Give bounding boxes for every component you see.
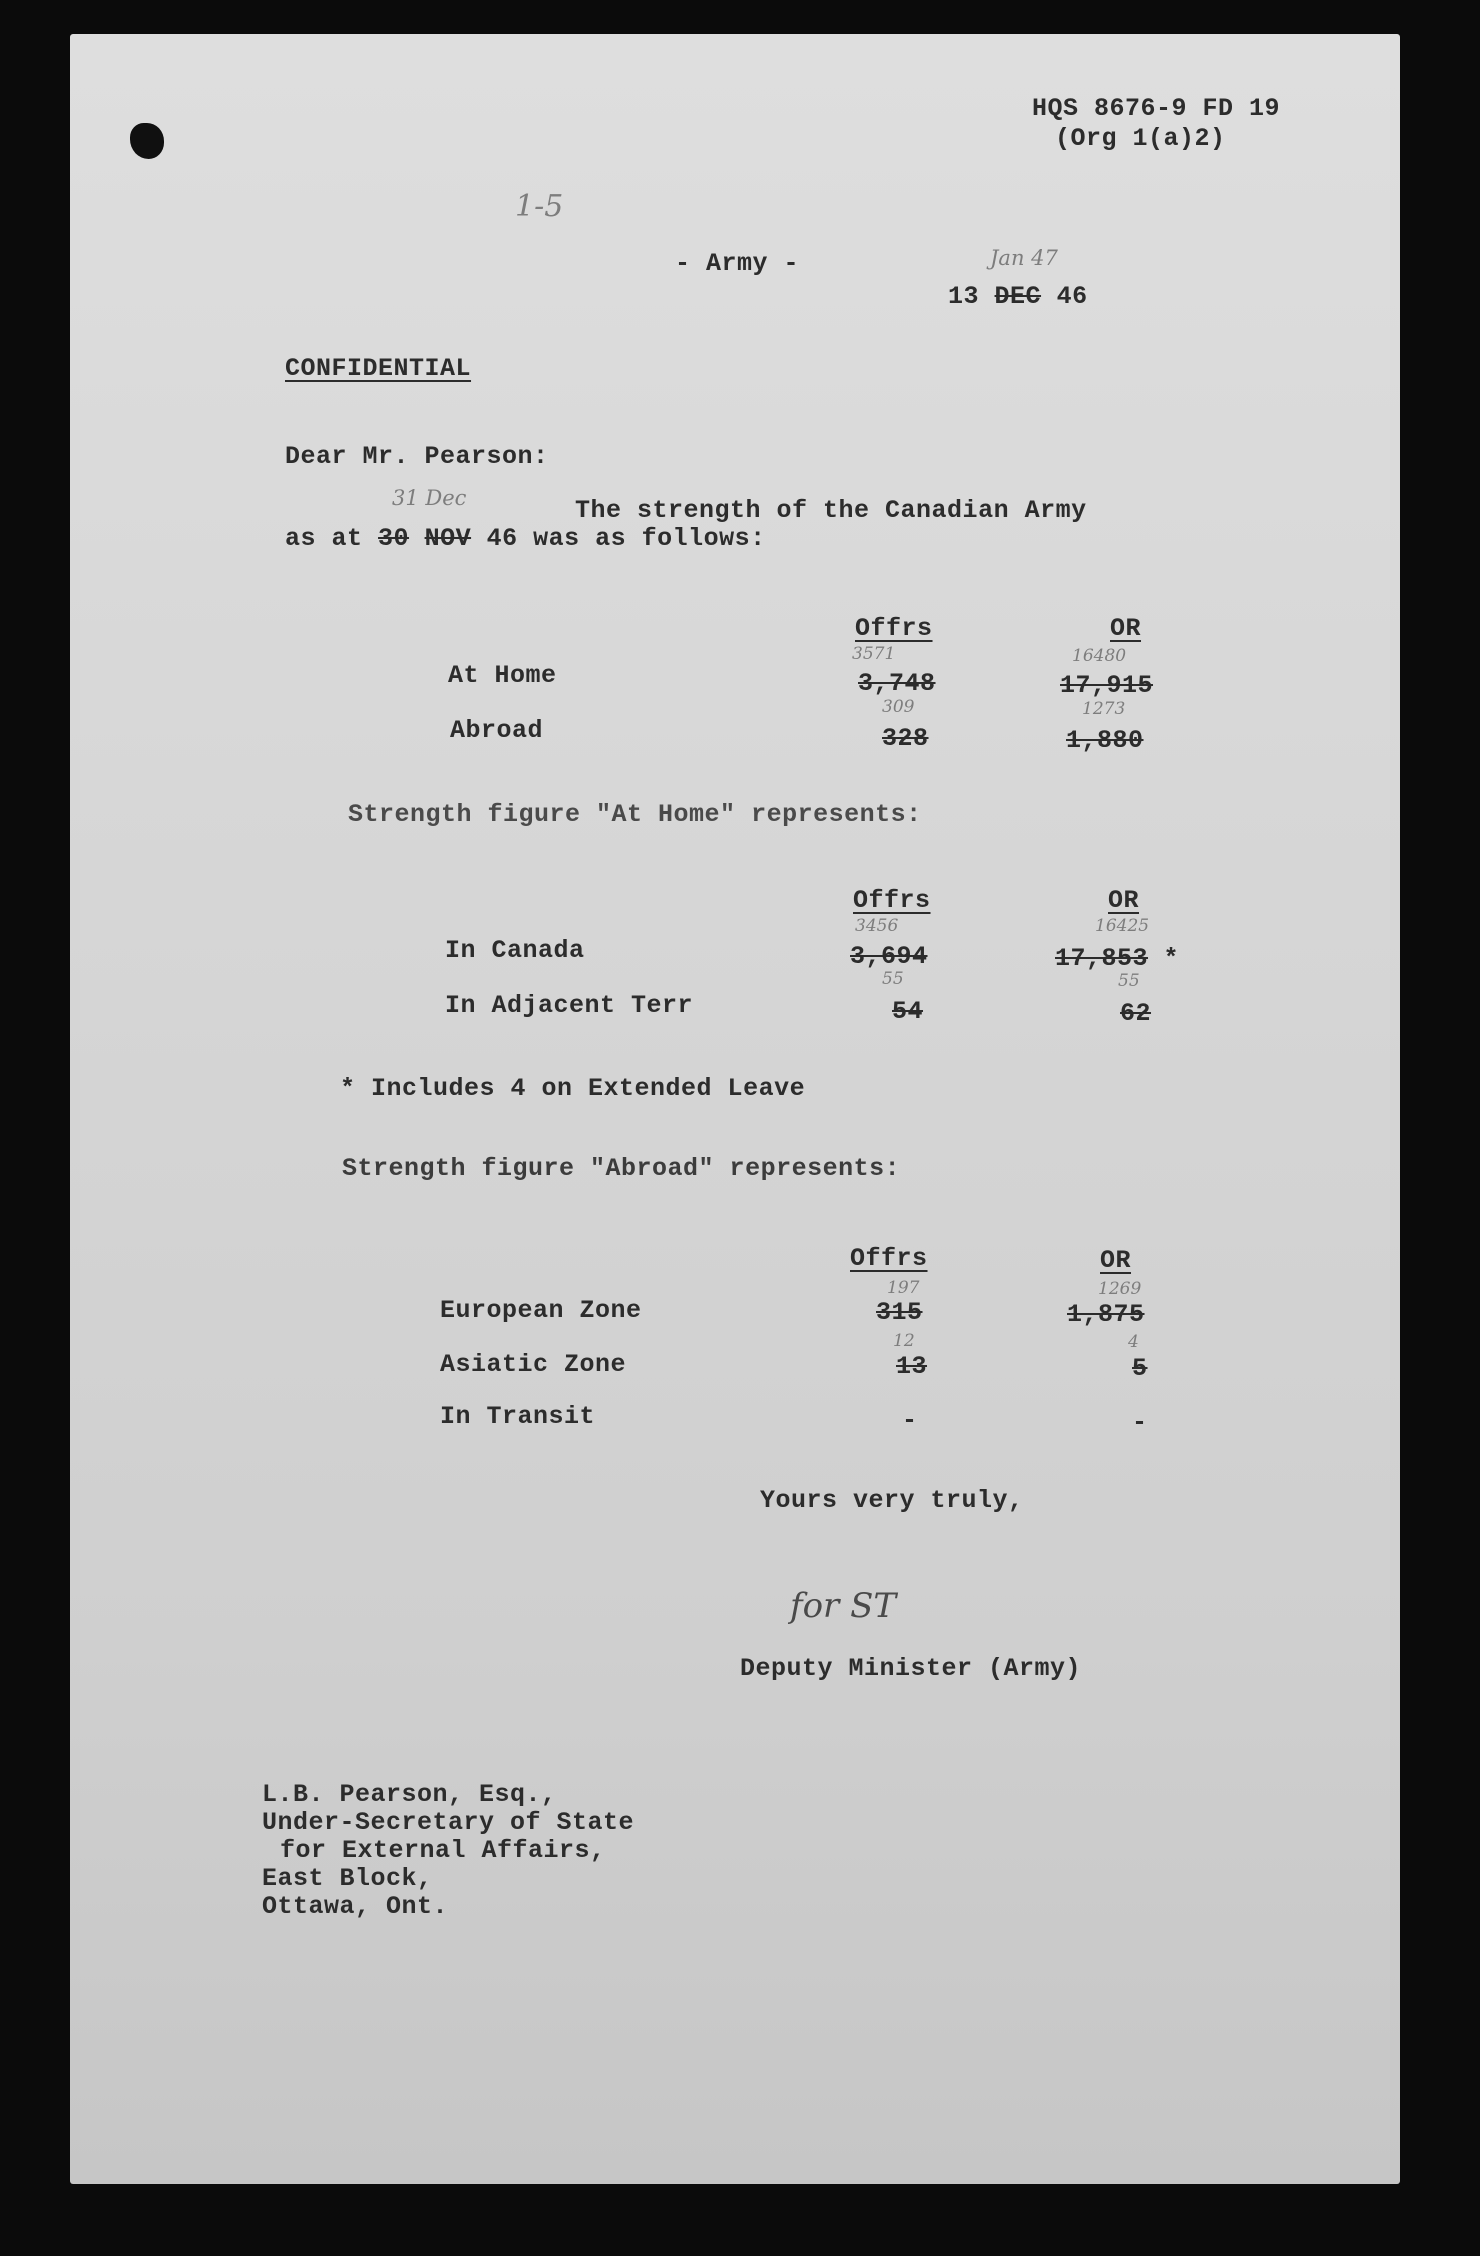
date-year: 46 bbox=[1056, 282, 1088, 311]
address-line-2: Under-Secretary of State bbox=[262, 1808, 635, 1837]
date-day: 13 bbox=[948, 282, 980, 311]
table-row-label: Asiatic Zone bbox=[440, 1350, 627, 1379]
pencil-mark: 1-5 bbox=[515, 189, 564, 224]
table-row-label: At Home bbox=[448, 661, 557, 690]
at-home-offrs: 3,748 bbox=[858, 669, 936, 698]
european-offrs: 315 bbox=[876, 1298, 923, 1327]
signature-title: Deputy Minister (Army) bbox=[740, 1654, 1082, 1683]
asiatic-or-correction: 4 bbox=[1128, 1332, 1139, 1352]
table-row-label: Abroad bbox=[450, 716, 544, 745]
address-line-5: Ottawa, Ont. bbox=[262, 1892, 449, 1921]
table-abroad-offrs-header: Offrs bbox=[850, 1244, 928, 1273]
abroad-offrs-correction: 309 bbox=[882, 697, 915, 717]
at-home-offrs-correction: 3571 bbox=[852, 644, 896, 664]
at-home-or-correction: 16480 bbox=[1072, 646, 1127, 666]
table-row-label: In Adjacent Terr bbox=[445, 991, 694, 1020]
department-heading: - Army - bbox=[675, 249, 800, 278]
adjacent-or-correction: 55 bbox=[1118, 971, 1140, 991]
in-canada-offrs: 3,694 bbox=[850, 942, 928, 971]
european-or-correction: 1269 bbox=[1098, 1279, 1142, 1299]
table-abroad-or-header: OR bbox=[1100, 1246, 1132, 1275]
in-canada-or: 17,853 * bbox=[1055, 944, 1180, 973]
table-home-offrs-header: Offrs bbox=[853, 886, 931, 915]
letter-date bbox=[948, 282, 1088, 311]
address-line-1: L.B. Pearson, Esq., bbox=[262, 1780, 557, 1809]
table-total-offrs-header: Offrs bbox=[855, 614, 933, 643]
table-row-label: In Canada bbox=[445, 936, 585, 965]
org-reference: (Org 1(a)2) bbox=[1055, 124, 1226, 153]
file-reference: HQS 8676-9 FD 19 bbox=[1032, 94, 1281, 123]
asiatic-offrs-correction: 12 bbox=[893, 1331, 915, 1351]
at-home-heading: Strength figure "At Home" represents: bbox=[348, 800, 922, 829]
in-canada-or-correction: 16425 bbox=[1095, 916, 1150, 936]
intro-line-1: The strength of the Canadian Army bbox=[575, 496, 1087, 525]
european-or: 1,875 bbox=[1067, 1300, 1145, 1329]
european-offrs-correction: 197 bbox=[887, 1278, 920, 1298]
date-correction: Jan 47 bbox=[990, 246, 1058, 270]
ink-blot-mark bbox=[130, 123, 164, 159]
address-line-3: for External Affairs, bbox=[280, 1836, 606, 1865]
at-home-or: 17,915 bbox=[1060, 671, 1154, 700]
adjacent-or: 62 bbox=[1120, 999, 1152, 1028]
address-line-4: East Block, bbox=[262, 1864, 433, 1893]
adjacent-offrs: 54 bbox=[892, 997, 924, 1026]
table-home-or-header: OR bbox=[1108, 886, 1140, 915]
abroad-heading: Strength figure "Abroad" represents: bbox=[342, 1154, 901, 1183]
in-transit-or: - bbox=[1132, 1408, 1148, 1437]
table-total-or-header: OR bbox=[1110, 614, 1142, 643]
abroad-or-correction: 1273 bbox=[1082, 699, 1126, 719]
intro-date-correction: 31 Dec bbox=[392, 486, 467, 510]
salutation: Dear Mr. Pearson: bbox=[285, 442, 549, 471]
asiatic-offrs: 13 bbox=[896, 1352, 928, 1381]
date-month-struck: DEC bbox=[994, 282, 1042, 311]
abroad-or: 1,880 bbox=[1066, 726, 1144, 755]
signature-initials: for ST bbox=[790, 1586, 897, 1626]
closing: Yours very truly, bbox=[760, 1486, 1024, 1515]
intro-line-2: as at 30 NOV 46 was as follows: bbox=[285, 524, 766, 553]
in-transit-offrs: - bbox=[902, 1406, 918, 1435]
letter-page bbox=[70, 34, 1400, 2184]
in-canada-offrs-correction: 3456 bbox=[855, 916, 899, 936]
abroad-offrs: 328 bbox=[882, 724, 929, 753]
table-row-label: European Zone bbox=[440, 1296, 642, 1325]
adjacent-offrs-correction: 55 bbox=[882, 969, 904, 989]
asiatic-or: 5 bbox=[1132, 1354, 1148, 1383]
classification-label: CONFIDENTIAL bbox=[285, 354, 472, 383]
table-row-label: In Transit bbox=[440, 1402, 596, 1431]
footnote: * Includes 4 on Extended Leave bbox=[340, 1074, 806, 1103]
